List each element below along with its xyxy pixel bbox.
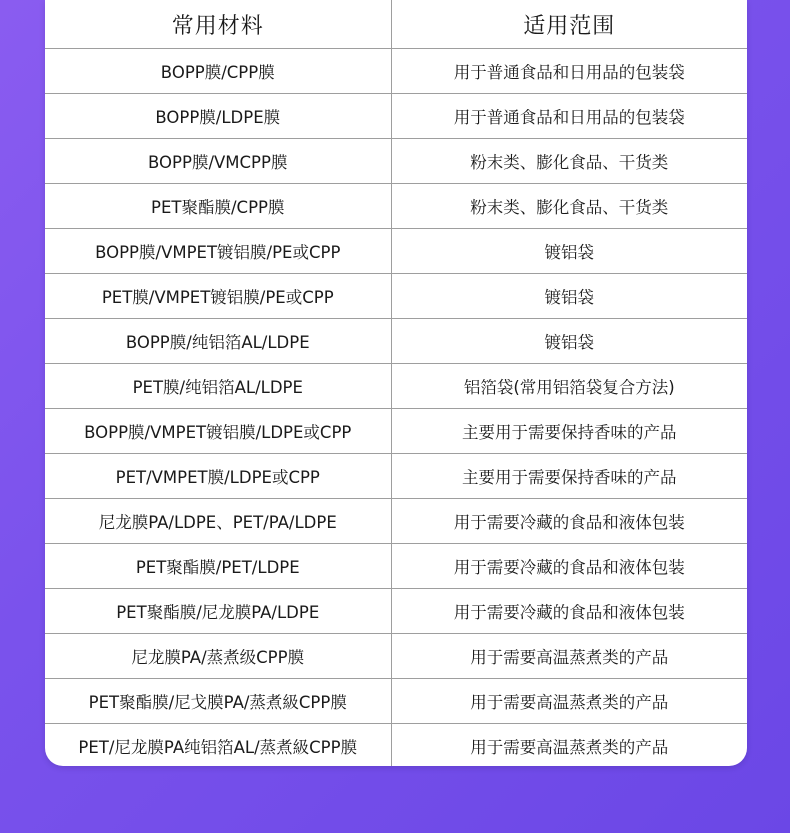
table-row bbox=[45, 94, 747, 139]
usage-cell: 镀铝袋 bbox=[391, 229, 747, 274]
header-materials: 常用材料 bbox=[45, 0, 391, 49]
usage-cell: 用于需要冷藏的食品和液体包装 bbox=[391, 499, 747, 544]
usage-cell: 主要用于需要保持香味的产品 bbox=[391, 409, 747, 454]
usage-cell: 用于普通食品和日用品的包装袋 bbox=[391, 49, 747, 94]
material-cell: PET聚酯膜/CPP膜 bbox=[45, 184, 391, 229]
material-cell: BOPP膜/纯铝箔AL/LDPE bbox=[45, 319, 391, 364]
usage-cell: 粉末类、膨化食品、干货类 bbox=[391, 139, 747, 184]
table-row bbox=[45, 499, 747, 544]
table-row bbox=[45, 454, 747, 499]
usage-cell: 铝箔袋(常用铝箔袋复合方法) bbox=[391, 364, 747, 409]
table-row bbox=[45, 724, 747, 767]
usage-cell: 用于需要高温蒸煮类的产品 bbox=[391, 679, 747, 724]
usage-cell: 用于需要高温蒸煮类的产品 bbox=[391, 724, 747, 767]
header-usage: 适用范围 bbox=[523, 13, 616, 39]
material-cell: PET聚酯膜/尼戈膜PA/蒸煮級CPP膜 bbox=[45, 679, 391, 724]
usage-cell: 镀铝袋 bbox=[391, 319, 747, 364]
material-cell: PET/尼龙膜PA纯铝箔AL/蒸煮級CPP膜 bbox=[45, 724, 391, 767]
material-cell: BOPP膜/VMPET镀铝膜/LDPE或CPP bbox=[45, 409, 391, 454]
material-cell: PET/VMPET膜/LDPE或CPP bbox=[45, 454, 391, 499]
table-row bbox=[45, 544, 747, 589]
material-cell: BOPP膜/VMCPP膜 bbox=[45, 139, 391, 184]
material-cell: PET聚酯膜/尼龙膜PA/LDPE bbox=[45, 589, 391, 634]
material-cell: PET膜/VMPET镀铝膜/PE或CPP bbox=[45, 274, 391, 319]
usage-cell: 主要用于需要保持香味的产品 bbox=[391, 454, 747, 499]
material-usage-table bbox=[45, 0, 747, 766]
usage-cell: 粉末类、膨化食品、干货类 bbox=[391, 184, 747, 229]
material-cell: PET聚酯膜/PET/LDPE bbox=[45, 544, 391, 589]
material-cell: 尼龙膜PA/LDPE、PET/PA/LDPE bbox=[45, 499, 391, 544]
table-row bbox=[45, 274, 747, 319]
material-cell: BOPP膜/LDPE膜 bbox=[45, 94, 391, 139]
usage-cell: 用于普通食品和日用品的包装袋 bbox=[391, 94, 747, 139]
table-row bbox=[45, 634, 747, 679]
material-cell: BOPP膜/CPP膜 bbox=[45, 49, 391, 94]
material-cell: 尼龙膜PA/蒸煮级CPP膜 bbox=[45, 634, 391, 679]
table-row bbox=[45, 229, 747, 274]
usage-cell: 用于需要冷藏的食品和液体包装 bbox=[391, 544, 747, 589]
table-row bbox=[45, 184, 747, 229]
table-row bbox=[45, 139, 747, 184]
table-row bbox=[45, 49, 747, 94]
usage-cell: 镀铝袋 bbox=[391, 274, 747, 319]
material-cell: PET膜/纯铝箔AL/LDPE bbox=[45, 364, 391, 409]
material-table-card bbox=[45, 0, 747, 766]
material-cell: BOPP膜/VMPET镀铝膜/PE或CPP bbox=[45, 229, 391, 274]
table-row bbox=[45, 319, 747, 364]
usage-cell: 用于需要高温蒸煮类的产品 bbox=[391, 634, 747, 679]
table-row bbox=[45, 589, 747, 634]
table-row bbox=[45, 679, 747, 724]
usage-cell: 用于需要冷藏的食品和液体包装 bbox=[391, 589, 747, 634]
table-header-row bbox=[45, 0, 747, 49]
table-row bbox=[45, 364, 747, 409]
table-row bbox=[45, 409, 747, 454]
